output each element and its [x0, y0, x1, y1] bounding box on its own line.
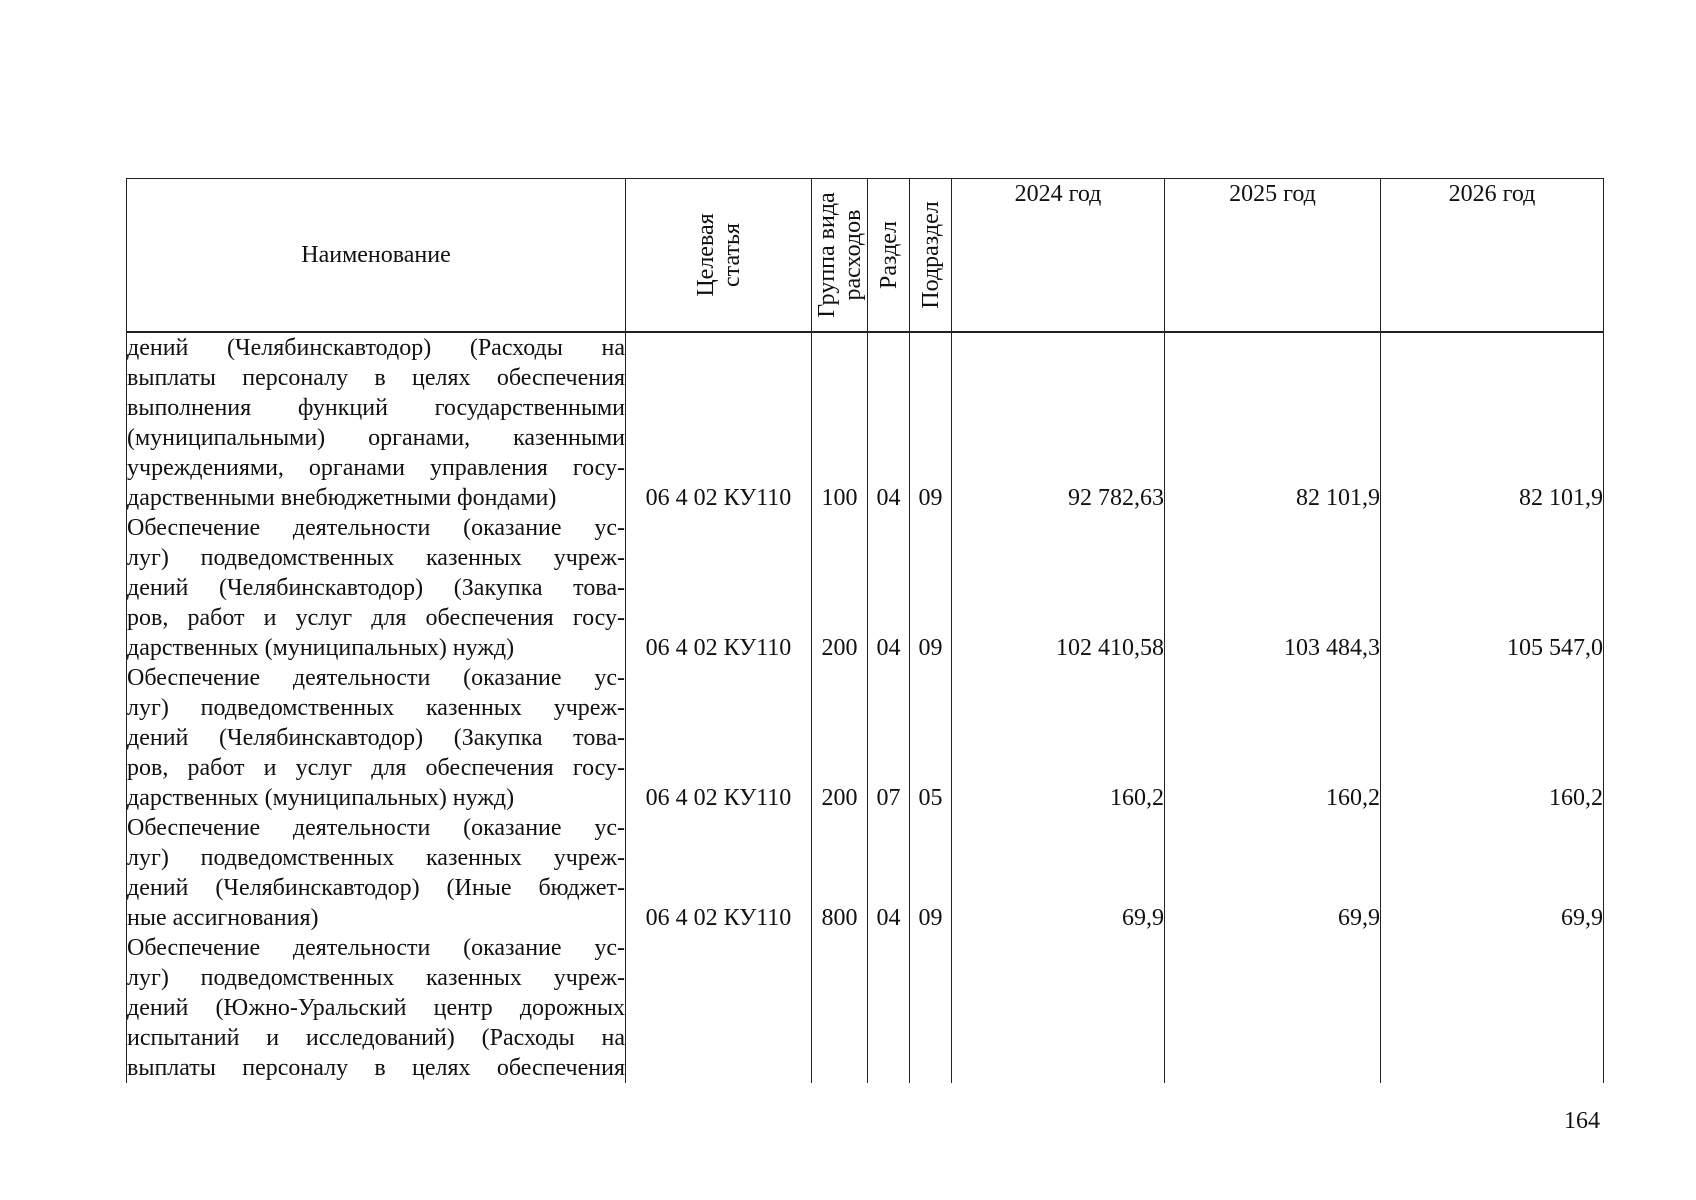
- header-year-2025: 2025 год: [1165, 179, 1381, 333]
- row-expense-group: 100: [812, 332, 868, 513]
- row-target-article: 06 4 02 КУ110: [626, 513, 812, 663]
- row-subsection: 09: [910, 332, 952, 513]
- row-value-2024: 102 410,58: [952, 513, 1165, 663]
- header-subsection: [910, 179, 952, 333]
- row-value-2025: 103 484,3: [1165, 513, 1381, 663]
- header-year-2026: 2026 год: [1381, 179, 1604, 333]
- row-expense-group: 200: [812, 663, 868, 813]
- row-target-article: 06 4 02 КУ110: [626, 813, 812, 933]
- row-expense-group: 200: [812, 513, 868, 663]
- row-subsection: 09: [910, 813, 952, 933]
- row-name-line: дений (Челябинскавтодор) (Закупка това-: [127, 575, 625, 601]
- header-section: [868, 179, 910, 333]
- header-name: Наименование: [127, 179, 626, 333]
- header-subsection-label: Подраздел: [917, 201, 944, 309]
- row-section: 04: [868, 513, 910, 663]
- header-row: [127, 179, 1604, 333]
- row-name: [127, 933, 626, 1083]
- row-name-line: дений (Южно-Уральский центр дорожных: [127, 995, 625, 1021]
- row-section: 04: [868, 813, 910, 933]
- table-body: [127, 332, 1604, 1083]
- table-row: [127, 933, 1604, 1083]
- row-name-line: выполнения функций государственными: [127, 395, 625, 421]
- row-name-line: луг) подведомственных казенных учреж-: [127, 545, 625, 571]
- row-name-line: Обеспечение деятельности (оказание ус-: [127, 515, 625, 541]
- row-name-line: испытаний и исследований) (Расходы на: [127, 1025, 625, 1051]
- row-subsection: 09: [910, 513, 952, 663]
- row-value-2026: 82 101,9: [1381, 332, 1604, 513]
- header-section-label: Раздел: [875, 221, 902, 289]
- header-year-2024: 2024 год: [952, 179, 1165, 333]
- header-expense-group-line1: Группа вида: [813, 192, 840, 318]
- row-name-line: учреждениями, органами управления госу-: [127, 455, 625, 481]
- header-expense-group: [812, 179, 868, 333]
- row-section: [868, 933, 910, 1083]
- row-expense-group: 800: [812, 813, 868, 933]
- table-row: [127, 332, 1604, 513]
- row-target-article: 06 4 02 КУ110: [626, 332, 812, 513]
- row-name-line: дарственными внебюджетными фондами): [127, 485, 557, 511]
- row-name-line: луг) подведомственных казенных учреж-: [127, 695, 625, 721]
- budget-table-sheet: [126, 178, 1603, 1083]
- row-name-line: дарственных (муниципальных) нужд): [127, 785, 515, 811]
- row-value-2026: 69,9: [1381, 813, 1604, 933]
- row-name-line: выплаты персоналу в целях обеспечения: [127, 365, 625, 391]
- row-value-2025: 82 101,9: [1165, 332, 1381, 513]
- budget-table: [126, 178, 1604, 1083]
- row-expense-group: [812, 933, 868, 1083]
- row-value-2025: 69,9: [1165, 813, 1381, 933]
- row-target-article: [626, 933, 812, 1083]
- header-target-article-line1: Целевая: [692, 213, 719, 297]
- table-row: [127, 663, 1604, 813]
- row-name-line: дений (Челябинскавтодор) (Иные бюджет-: [127, 875, 625, 901]
- row-subsection: [910, 933, 952, 1083]
- row-name-line: дений (Челябинскавтодор) (Закупка това-: [127, 725, 625, 751]
- row-name-line: луг) подведомственных казенных учреж-: [127, 845, 625, 871]
- page-number: 164: [1564, 1108, 1600, 1134]
- row-name-line: ров, работ и услуг для обеспечения госу-: [127, 755, 625, 781]
- row-value-2025: [1165, 933, 1381, 1083]
- row-name-line: (муниципальными) органами, казенными: [127, 425, 625, 451]
- row-value-2026: [1381, 933, 1604, 1083]
- header-target-article-line2: статья: [718, 223, 745, 287]
- row-value-2024: 92 782,63: [952, 332, 1165, 513]
- header-expense-group-line2: расходов: [839, 209, 866, 301]
- row-section: 04: [868, 332, 910, 513]
- row-section: 07: [868, 663, 910, 813]
- row-value-2024: [952, 933, 1165, 1083]
- row-name-line: дений (Челябинскавтодор) (Расходы на: [127, 335, 625, 361]
- table-row: [127, 813, 1604, 933]
- row-value-2026: 160,2: [1381, 663, 1604, 813]
- row-target-article: 06 4 02 КУ110: [626, 663, 812, 813]
- table-row: [127, 513, 1604, 663]
- row-name-line: Обеспечение деятельности (оказание ус-: [127, 665, 625, 691]
- header-target-article: [626, 179, 812, 333]
- row-name-line: ров, работ и услуг для обеспечения госу-: [127, 605, 625, 631]
- row-value-2026: 105 547,0: [1381, 513, 1604, 663]
- row-name-line: ные ассигнования): [127, 905, 319, 931]
- row-name-line: луг) подведомственных казенных учреж-: [127, 965, 625, 991]
- row-subsection: 05: [910, 663, 952, 813]
- row-name: [127, 332, 626, 513]
- row-value-2024: 69,9: [952, 813, 1165, 933]
- row-name: [127, 513, 626, 663]
- row-name-line: Обеспечение деятельности (оказание ус-: [127, 935, 625, 961]
- row-value-2024: 160,2: [952, 663, 1165, 813]
- row-name-line: Обеспечение деятельности (оказание ус-: [127, 815, 625, 841]
- row-name: [127, 663, 626, 813]
- row-name-line: выплаты персоналу в целях обеспечения: [127, 1055, 625, 1081]
- row-name: [127, 813, 626, 933]
- row-value-2025: 160,2: [1165, 663, 1381, 813]
- row-name-line: дарственных (муниципальных) нужд): [127, 635, 515, 661]
